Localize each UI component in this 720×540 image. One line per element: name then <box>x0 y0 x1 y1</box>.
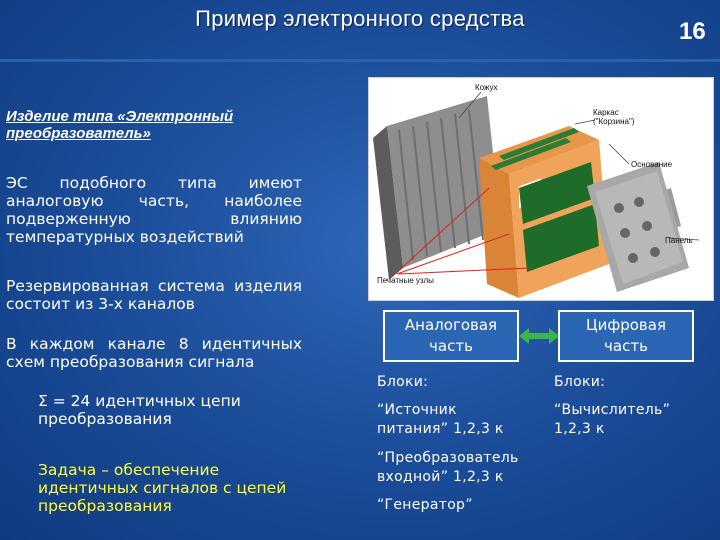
analog-part-box: Аналоговая часть <box>383 310 519 362</box>
task-statement: Задача – обеспечение идентичных сигналов с цепей преобразования <box>38 461 287 515</box>
digital-blocks-heading: Блоки: <box>554 374 606 390</box>
slide-title: Пример электронного средства <box>195 6 525 31</box>
label-panel: Панель <box>665 236 693 245</box>
analog-block-generator: “Генератор” <box>377 497 473 513</box>
page-number: 16 <box>679 18 706 45</box>
sum-statement: Σ = 24 идентичных цепи преобразования <box>38 392 241 428</box>
redundancy-description: Резервированная система изделия состоит из 3-х каналов <box>6 277 302 313</box>
title-divider <box>0 59 720 62</box>
analog-part-description: ЭС подобного типа имеют аналоговую часть, наиболее подверженную влиянию температурных воздействий <box>6 174 302 246</box>
analog-block-power: “Источник питания” 1,2,3 к <box>377 402 504 437</box>
product-subheading: Изделие типа «Электронный преобразователь» <box>6 108 234 142</box>
digital-block-computer: “Вычислитель” 1,2,3 к <box>554 402 671 437</box>
device-exploded-view <box>368 77 714 301</box>
label-base: Основание <box>631 160 673 169</box>
label-frame: Каркас ("Корзина") <box>593 108 635 126</box>
digital-part-box: Цифровая часть <box>558 310 694 362</box>
bidirectional-arrow-icon <box>519 326 559 346</box>
analog-block-converter: “Преобразователь входной” 1,2,3 к <box>377 450 519 485</box>
device-illustration <box>369 78 713 300</box>
label-pcb: Печатные узлы <box>377 276 434 285</box>
analog-blocks-heading: Блоки: <box>377 374 429 390</box>
channel-description: В каждом канале 8 идентичных схем преобразования сигнала <box>6 335 302 371</box>
label-casing: Кожух <box>475 83 498 92</box>
